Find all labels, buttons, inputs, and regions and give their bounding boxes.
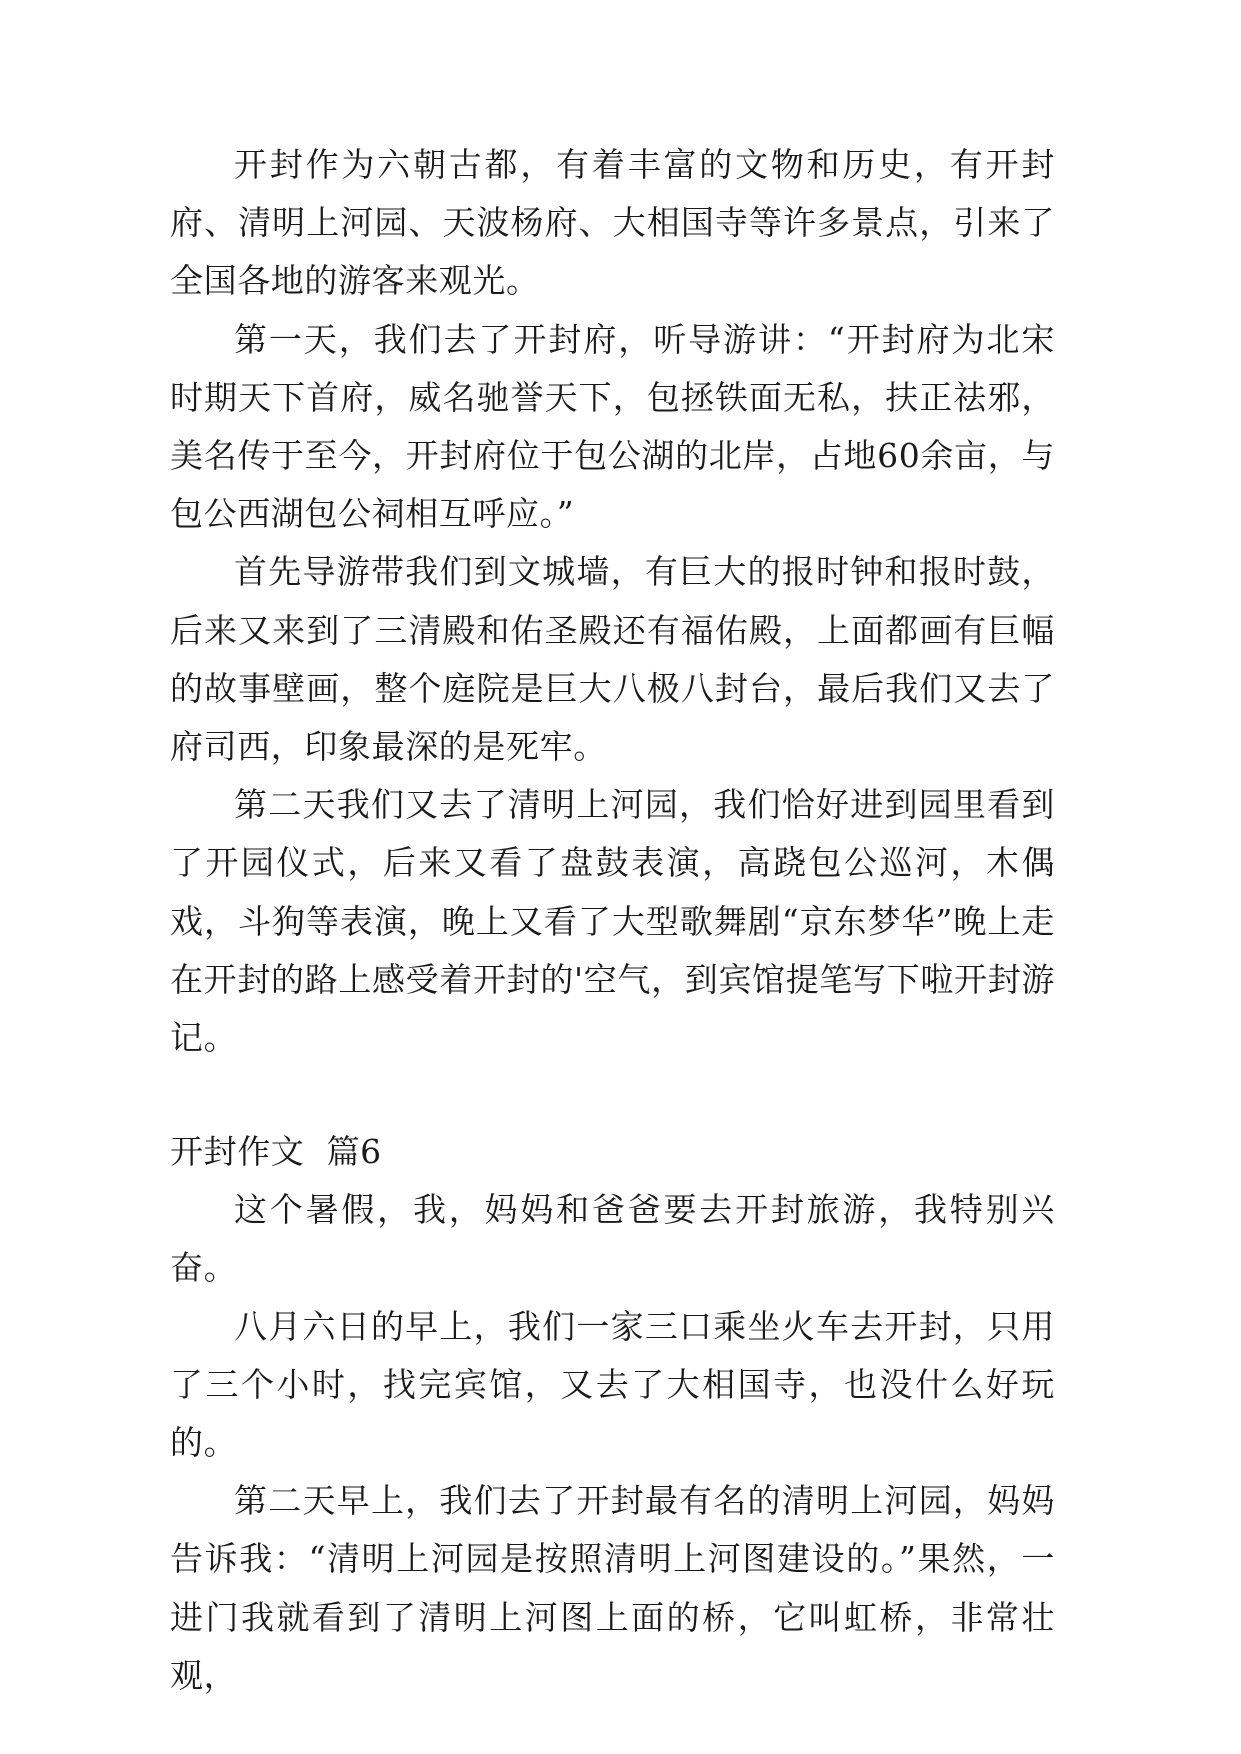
paragraph: 开封作为六朝古都，有着丰富的文物和历史，有开封府、清明上河园、天波杨府、大相国寺等许多景点，引来了全国各地的游客来观光。 xyxy=(170,145,1055,301)
paragraph: 首先导游带我们到文城墙，有巨大的报时钟和报时鼓，后来又来到了三清殿和佑圣殿还有福佑殿，上面都画有巨幅的故事壁画，整个庭院是巨大八极八封台，最后我们又去了府司西，印象最深的是死牢。 xyxy=(170,552,1055,767)
paragraph: 这个暑假，我，妈妈和爸爸要去开封旅游，我特别兴奋。 xyxy=(170,1190,1055,1288)
paragraph: 八月六日的早上，我们一家三口乘坐火车去开封，只用了三个小时，找完宾馆，又去了大相国寺，也没什么好玩的。 xyxy=(170,1306,1055,1463)
paragraph: 第二天早上，我们去了开封最有名的清明上河园，妈妈告诉我：“清明上河园是按照清明上河图建设的。”果然，一进门我就看到了清明上河图上面的桥，它叫虹桥，非常壮观， xyxy=(170,1481,1055,1695)
text-column xyxy=(170,136,1055,1705)
section-gap xyxy=(170,1067,1055,1123)
section-heading: 开封作文 篇6 xyxy=(170,1132,382,1172)
paragraph: 第一天，我们去了开封府，听导游讲：“开封府为北宋时期天下首府，威名驰誉天下，包拯铁面无私，扶正祛邪，美名传于至今，开封府位于包公湖的北岸，占地60余亩，与包公西湖包公祠相互呼应。” xyxy=(170,319,1055,534)
paragraph: 第二天我们又去了清明上河园，我们恰好进到园里看到了开园仪式，后来又看了盘鼓表演，高跷包公巡河，木偶戏，斗狗等表演，晚上又看了大型歌舞剧“京东梦华”晚上走在开封的路上感受着开封的'空气，到宾馆提笔写下啦开封游记。 xyxy=(170,785,1055,1058)
